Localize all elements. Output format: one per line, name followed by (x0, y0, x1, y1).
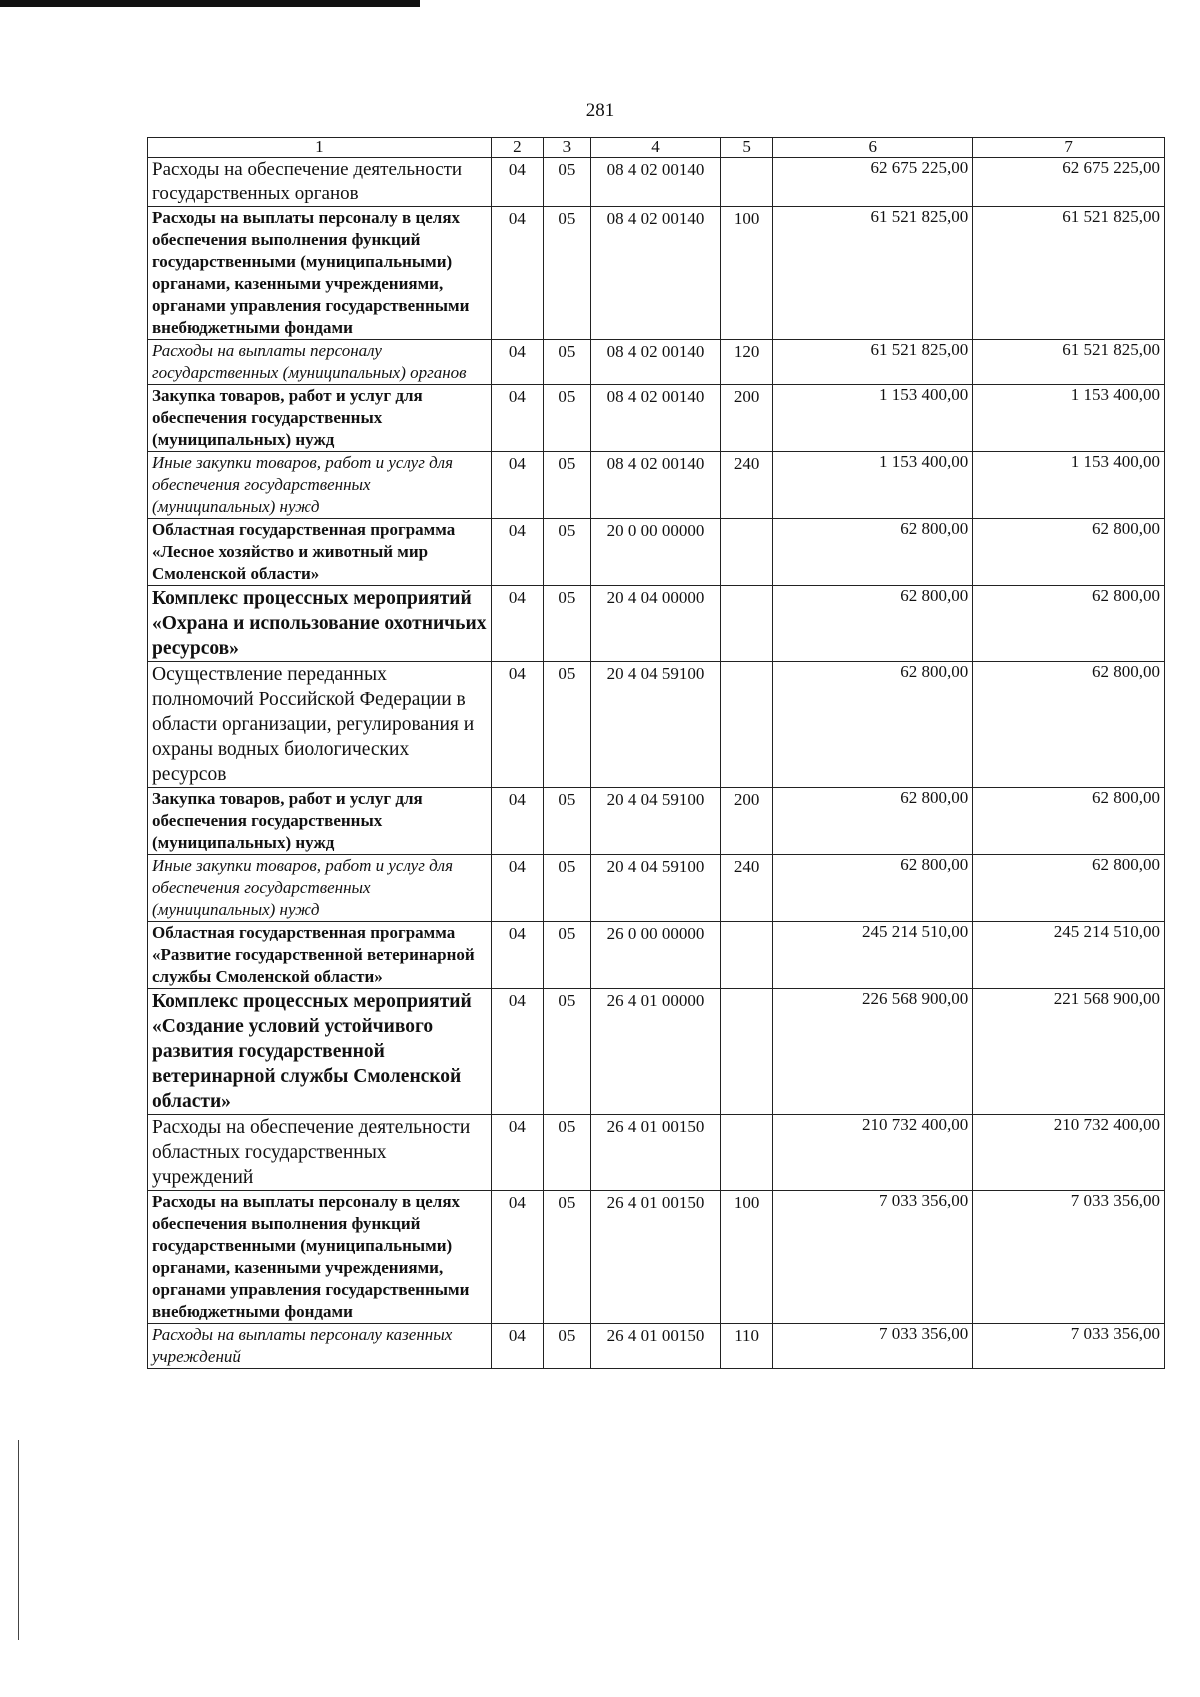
table-row (148, 788, 1165, 855)
amount-year2-cell: 7 033 356,00 (973, 1191, 1165, 1324)
expense-type-cell: 200 (721, 788, 773, 855)
amount-year2-cell: 7 033 356,00 (973, 1324, 1165, 1369)
amount-year1-cell: 226 568 900,00 (773, 989, 973, 1115)
expense-type-cell: 110 (721, 1324, 773, 1369)
section-code-cell: 04 (491, 662, 543, 788)
table-row (148, 452, 1165, 519)
section-code-cell: 04 (491, 788, 543, 855)
target-article-cell: 26 0 00 00000 (590, 922, 720, 989)
target-article-cell: 26 4 01 00150 (590, 1115, 720, 1191)
target-article-cell: 20 4 04 59100 (590, 662, 720, 788)
section-code-cell: 04 (491, 586, 543, 662)
row-name-cell: Иные закупки товаров, работ и услуг для обеспечения государственных (муниципальных) нужд (148, 452, 492, 519)
expense-type-cell: 100 (721, 1191, 773, 1324)
subsection-code-cell: 05 (543, 207, 590, 340)
amount-year2-cell: 62 800,00 (973, 788, 1165, 855)
subsection-code-cell: 05 (543, 452, 590, 519)
row-name-cell: Расходы на выплаты персоналу государственных (муниципальных) органов (148, 340, 492, 385)
amount-year2-cell: 62 800,00 (973, 586, 1165, 662)
row-name-cell: Расходы на обеспечение деятельности государственных органов (148, 158, 492, 207)
expense-type-cell (721, 158, 773, 207)
amount-year2-cell: 61 521 825,00 (973, 207, 1165, 340)
expense-type-cell: 240 (721, 452, 773, 519)
budget-table (147, 137, 1165, 1369)
expense-type-cell (721, 1115, 773, 1191)
scan-edge-top (0, 0, 420, 7)
subsection-code-cell: 05 (543, 922, 590, 989)
expense-type-cell (721, 662, 773, 788)
subsection-code-cell: 05 (543, 385, 590, 452)
target-article-cell: 26 4 01 00150 (590, 1191, 720, 1324)
amount-year2-cell: 221 568 900,00 (973, 989, 1165, 1115)
expense-type-cell (721, 519, 773, 586)
header-cell: 1 (148, 138, 492, 158)
section-code-cell: 04 (491, 1191, 543, 1324)
section-code-cell: 04 (491, 1115, 543, 1191)
subsection-code-cell: 05 (543, 662, 590, 788)
subsection-code-cell: 05 (543, 989, 590, 1115)
scan-edge-left (18, 1440, 19, 1640)
section-code-cell: 04 (491, 385, 543, 452)
table-row (148, 586, 1165, 662)
amount-year1-cell: 245 214 510,00 (773, 922, 973, 989)
amount-year1-cell: 62 800,00 (773, 586, 973, 662)
amount-year1-cell: 1 153 400,00 (773, 385, 973, 452)
header-cell: 7 (973, 138, 1165, 158)
target-article-cell: 08 4 02 00140 (590, 340, 720, 385)
budget-document (147, 137, 1165, 1369)
table-row (148, 1324, 1165, 1369)
amount-year1-cell: 62 800,00 (773, 519, 973, 586)
subsection-code-cell: 05 (543, 1191, 590, 1324)
table-row (148, 1115, 1165, 1191)
table-row (148, 989, 1165, 1115)
amount-year1-cell: 62 800,00 (773, 855, 973, 922)
amount-year1-cell: 62 800,00 (773, 662, 973, 788)
header-cell: 4 (590, 138, 720, 158)
table-row (148, 340, 1165, 385)
target-article-cell: 08 4 02 00140 (590, 207, 720, 340)
amount-year1-cell: 7 033 356,00 (773, 1191, 973, 1324)
table-row (148, 158, 1165, 207)
amount-year1-cell: 7 033 356,00 (773, 1324, 973, 1369)
amount-year1-cell: 62 800,00 (773, 788, 973, 855)
header-cell: 6 (773, 138, 973, 158)
target-article-cell: 20 4 04 00000 (590, 586, 720, 662)
row-name-cell: Расходы на выплаты персоналу в целях обеспечения выполнения функций государственными (муниципальными) органами, казенными учреждениями, органами управления государственными внебюджетными фондами (148, 1191, 492, 1324)
subsection-code-cell: 05 (543, 340, 590, 385)
target-article-cell: 20 4 04 59100 (590, 855, 720, 922)
amount-year2-cell: 62 800,00 (973, 855, 1165, 922)
amount-year1-cell: 210 732 400,00 (773, 1115, 973, 1191)
target-article-cell: 26 4 01 00150 (590, 1324, 720, 1369)
subsection-code-cell: 05 (543, 855, 590, 922)
amount-year2-cell: 1 153 400,00 (973, 452, 1165, 519)
target-article-cell: 08 4 02 00140 (590, 385, 720, 452)
expense-type-cell: 240 (721, 855, 773, 922)
row-name-cell: Осуществление переданных полномочий Российской Федерации в области организации, регулирования и охраны водных биологических ресурсов (148, 662, 492, 788)
row-name-cell: Закупка товаров, работ и услуг для обеспечения государственных (муниципальных) нужд (148, 385, 492, 452)
expense-type-cell: 200 (721, 385, 773, 452)
row-name-cell: Расходы на выплаты персоналу в целях обеспечения выполнения функций государственными (муниципальными) органами, казенными учреждениями, органами управления государственными внебюджетными фондами (148, 207, 492, 340)
amount-year1-cell: 62 675 225,00 (773, 158, 973, 207)
row-name-cell: Закупка товаров, работ и услуг для обеспечения государственных (муниципальных) нужд (148, 788, 492, 855)
amount-year2-cell: 62 800,00 (973, 662, 1165, 788)
subsection-code-cell: 05 (543, 1115, 590, 1191)
target-article-cell: 20 4 04 59100 (590, 788, 720, 855)
subsection-code-cell: 05 (543, 158, 590, 207)
header-row (148, 138, 1165, 158)
table-row (148, 922, 1165, 989)
section-code-cell: 04 (491, 1324, 543, 1369)
header-cell: 5 (721, 138, 773, 158)
row-name-cell: Комплекс процессных мероприятий «Создание условий устойчивого развития государственной ветеринарной службы Смоленской области» (148, 989, 492, 1115)
expense-type-cell (721, 922, 773, 989)
amount-year1-cell: 61 521 825,00 (773, 340, 973, 385)
target-article-cell: 26 4 01 00000 (590, 989, 720, 1115)
subsection-code-cell: 05 (543, 1324, 590, 1369)
section-code-cell: 04 (491, 340, 543, 385)
section-code-cell: 04 (491, 922, 543, 989)
amount-year2-cell: 1 153 400,00 (973, 385, 1165, 452)
expense-type-cell (721, 989, 773, 1115)
target-article-cell: 08 4 02 00140 (590, 158, 720, 207)
row-name-cell: Расходы на выплаты персоналу казенных учреждений (148, 1324, 492, 1369)
amount-year1-cell: 61 521 825,00 (773, 207, 973, 340)
section-code-cell: 04 (491, 989, 543, 1115)
table-row (148, 855, 1165, 922)
row-name-cell: Областная государственная программа «Лесное хозяйство и животный мир Смоленской области» (148, 519, 492, 586)
amount-year1-cell: 1 153 400,00 (773, 452, 973, 519)
table-row (148, 662, 1165, 788)
expense-type-cell: 120 (721, 340, 773, 385)
subsection-code-cell: 05 (543, 788, 590, 855)
section-code-cell: 04 (491, 158, 543, 207)
header-cell: 3 (543, 138, 590, 158)
amount-year2-cell: 61 521 825,00 (973, 340, 1165, 385)
target-article-cell: 08 4 02 00140 (590, 452, 720, 519)
row-name-cell: Иные закупки товаров, работ и услуг для обеспечения государственных (муниципальных) нужд (148, 855, 492, 922)
table-row (148, 519, 1165, 586)
subsection-code-cell: 05 (543, 519, 590, 586)
amount-year2-cell: 245 214 510,00 (973, 922, 1165, 989)
table-row (148, 207, 1165, 340)
table-row (148, 385, 1165, 452)
target-article-cell: 20 0 00 00000 (590, 519, 720, 586)
page-number: 281 (585, 100, 615, 121)
row-name-cell: Областная государственная программа «Развитие государственной ветеринарной службы Смоленской области» (148, 922, 492, 989)
expense-type-cell: 100 (721, 207, 773, 340)
section-code-cell: 04 (491, 519, 543, 586)
section-code-cell: 04 (491, 452, 543, 519)
header-cell: 2 (491, 138, 543, 158)
row-name-cell: Расходы на обеспечение деятельности областных государственных учреждений (148, 1115, 492, 1191)
amount-year2-cell: 210 732 400,00 (973, 1115, 1165, 1191)
amount-year2-cell: 62 675 225,00 (973, 158, 1165, 207)
amount-year2-cell: 62 800,00 (973, 519, 1165, 586)
row-name-cell: Комплекс процессных мероприятий «Охрана и использование охотничьих ресурсов» (148, 586, 492, 662)
section-code-cell: 04 (491, 207, 543, 340)
subsection-code-cell: 05 (543, 586, 590, 662)
expense-type-cell (721, 586, 773, 662)
section-code-cell: 04 (491, 855, 543, 922)
table-row (148, 1191, 1165, 1324)
